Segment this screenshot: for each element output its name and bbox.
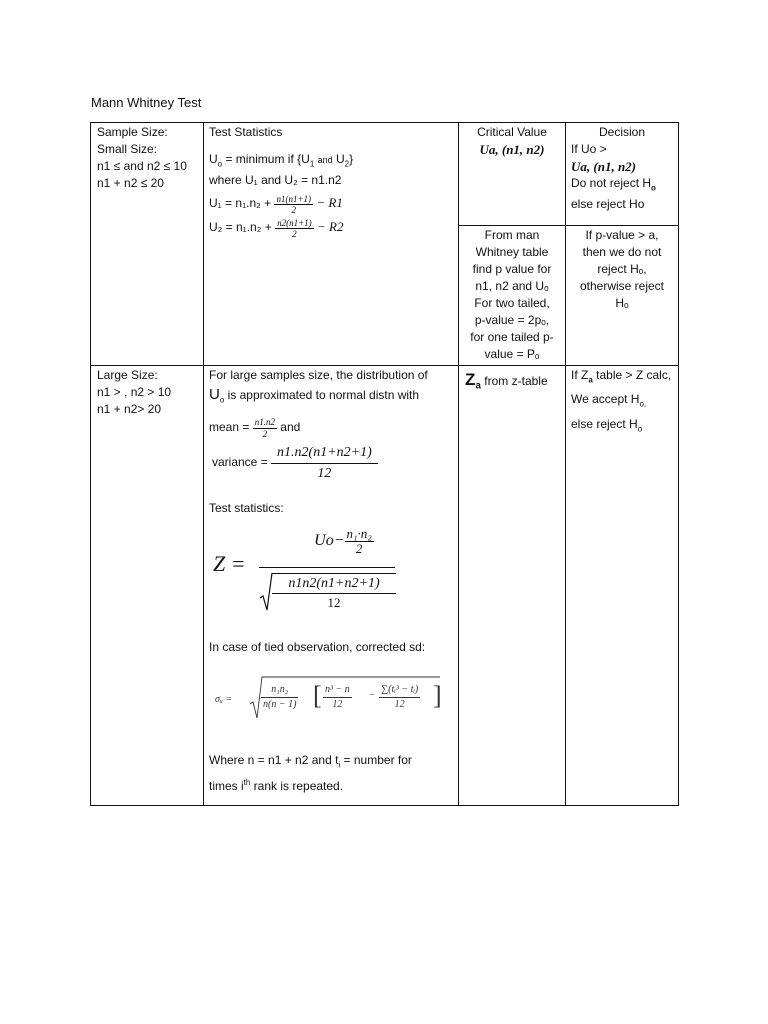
cell-line: otherwise reject	[579, 279, 665, 293]
cell-line: p-value = 2pₒ,	[474, 313, 550, 327]
sqrt-icon	[259, 572, 273, 612]
cell-line: Whitney table	[475, 245, 549, 259]
decision-line-2: We accept $H_{o,}$	[571, 392, 647, 409]
test-statistics-label: Test statistics:	[209, 501, 284, 516]
small-critical-value-cell	[459, 124, 565, 158]
cell-line: n1, n2 and Uₒ	[475, 279, 549, 293]
doc-title: Mann Whitney Test	[91, 95, 202, 110]
decision-title: Decision	[598, 125, 646, 139]
decision-formula: Ua, (n1, n2)	[571, 159, 637, 174]
cell-line: If p-value > a,	[585, 228, 659, 242]
cell-line: find p value for	[472, 262, 552, 276]
decision-line-1: If $Z_a$ table > Z calc,	[571, 368, 672, 385]
test-statistics-title: Test Statistics	[209, 125, 283, 139]
cell-line: n1 ≤ and n2 ≤ 10	[97, 159, 187, 173]
intro-line-1: For large samples size, the distribution of	[209, 368, 428, 382]
large-decision-cell	[571, 367, 671, 437]
cell-line: Large Size:	[97, 368, 158, 382]
decision-not-reject: Do not reject $H_o$	[571, 176, 656, 193]
cell-line: value = Pₒ	[484, 347, 540, 361]
z-numerator: Uo− $\frac{\text{n₁·n₂}}{2}$	[314, 526, 372, 557]
u2-formula: U₂ = n₁.n₂ + $\frac{n2(n1+1)}{2}$ − R2	[209, 217, 344, 239]
variance-formula: variance = $\frac{n1.n2(n1+n2+1)}{12}$	[209, 442, 457, 482]
large-test-statistics-cell	[209, 367, 457, 795]
cell-line: n1 + n2 ≤ 20	[97, 176, 164, 190]
sigma-formula: σᵤ = $\frac{\text{n₁n₂}}{n(n - 1)}$ [ $\frac{\text{n³ − n}}{12}$ − $\frac{\text{∑(tᵢ³ − tᵢ)}}{12}$ ]	[209, 676, 457, 746]
small-size-cell	[97, 124, 187, 192]
decision-else: else reject Ho	[571, 197, 645, 212]
uo-definition: $U_o$ = minimum if {$U_1$ and $U_2$}	[209, 152, 354, 169]
intro-line-2: $U_o$ is approximated to normal distn with	[209, 386, 420, 405]
cell-line: For two tailed,	[474, 296, 550, 310]
small-test-statistics-cell	[209, 124, 454, 239]
cell-line: then we do not	[582, 245, 662, 259]
cell-line: reject Hₒ,	[597, 262, 647, 276]
cell-line: Hₒ	[615, 296, 629, 310]
z-denominator: n1n2(n1+n2+1) 12	[272, 575, 396, 612]
large-critical-value-cell: $Z_a$ from z-table	[465, 370, 548, 392]
decision-if: If Uo >	[571, 142, 607, 156]
small-decision-cell	[566, 124, 678, 213]
times-line: times $i^{th}$ rank is repeated.	[209, 777, 344, 793]
decision-line-3: else reject $H_o$	[571, 416, 643, 434]
cell-line: Small Size:	[97, 142, 158, 156]
small-pvalue-cell	[459, 227, 565, 363]
large-size-cell	[97, 367, 171, 418]
cell-line: n1 + n2> 20	[97, 402, 162, 416]
where-n-line: Where n = n1 + n2 and $t_i$ = number for	[209, 753, 412, 770]
tied-observation-label: In case of tied observation, corrected sd:	[209, 640, 426, 655]
mean-formula: mean = $\frac{n1.n2}{2}$ and	[209, 416, 301, 439]
cell-line: n1 > , n2 > 10	[97, 385, 172, 399]
cell-line: for one tailed p-	[470, 330, 554, 344]
u1-formula: U₁ = n₁.n₂ + $\frac{n1(n1+1)}{2}$ − R1	[209, 193, 343, 215]
critical-value-title: Critical Value	[477, 125, 547, 139]
where-line: where U₁ and U₂ = n1.n2	[209, 173, 342, 188]
cell-line: Sample Size:	[97, 125, 168, 139]
z-fraction-bar	[259, 567, 395, 568]
small-pvalue-decision-cell	[566, 227, 678, 312]
z-formula: Z = Uo− $\frac{\text{n₁·n₂}}{2}$ n1n2(n1+n2+1) 12	[209, 523, 457, 613]
critical-value-formula: Ua, (n1, n2)	[479, 142, 545, 157]
cell-line: From man	[484, 228, 540, 242]
